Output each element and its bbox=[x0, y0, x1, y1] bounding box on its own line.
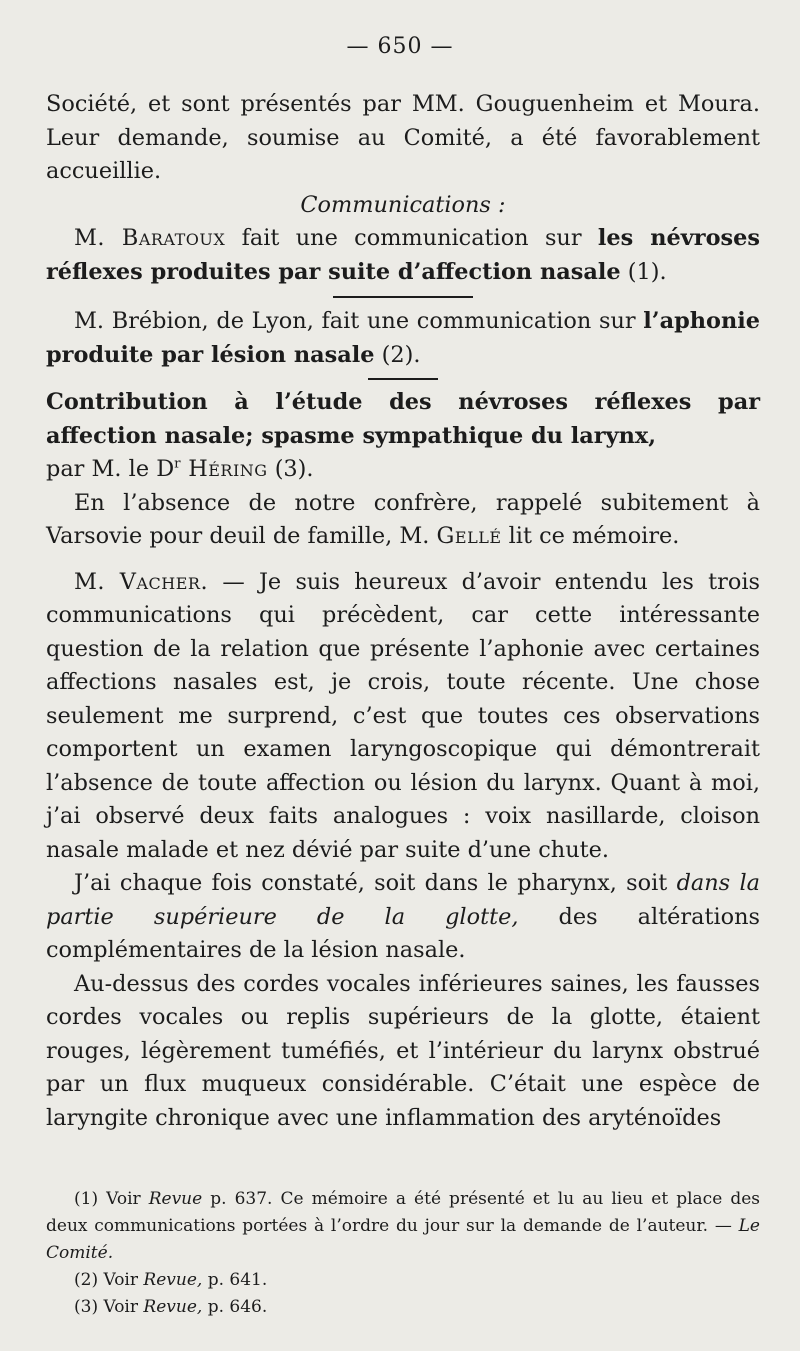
separator-rule bbox=[368, 378, 438, 380]
reader-name: Gellé bbox=[436, 523, 502, 549]
footnote-ref: (1). bbox=[620, 258, 667, 285]
paragraph-text: des altérations complémentaires de la lésion nasale. bbox=[46, 903, 761, 963]
footnote-marker: (1) Voir bbox=[74, 1189, 149, 1209]
footnote-text: p. 641. bbox=[202, 1270, 268, 1290]
byline-superscript: r bbox=[174, 456, 181, 472]
paragraph-text: fait une communication sur bbox=[225, 225, 598, 251]
footnote-2 bbox=[46, 1267, 760, 1294]
body-text bbox=[46, 88, 760, 1135]
paragraph-baratoux bbox=[46, 222, 760, 289]
paragraph-cordes: Au-dessus des cordes vocales inférieures saines, les fausses cordes vocales ou replis supérieurs de la glotte, étaient rouges, légèrement tuméfiés, et l’intérieur du larynx obstrué par un flux muqueux considérable. C’était une espèce de laryngite chronique avec une inflammation des aryténoïdes bbox=[46, 970, 760, 1131]
communication-title: l’aphonie produite par lésion nasale bbox=[46, 308, 760, 368]
byline-prefix: par M. le D bbox=[46, 456, 175, 482]
footnote-signature: Le Comité. bbox=[46, 1216, 760, 1263]
footnotes bbox=[46, 1186, 760, 1321]
paragraph-brebion bbox=[46, 305, 760, 372]
footnote-3 bbox=[46, 1294, 760, 1321]
paragraph-constate bbox=[46, 867, 760, 968]
paragraph-text: M. Brébion, de Lyon, fait une communication sur bbox=[74, 308, 644, 334]
spacer bbox=[46, 554, 760, 566]
footnote-ref: (3). bbox=[267, 456, 314, 482]
footnote-journal: Revue, bbox=[143, 1297, 203, 1317]
separator-rule bbox=[333, 296, 473, 298]
article-byline bbox=[46, 453, 760, 487]
footnote-text: p. 646. bbox=[202, 1297, 268, 1317]
paragraph-text: — Je suis heureux d’avoir entendu les trois communications qui précèdent, car cette intéressante question de la relation que présente l’aphonie avec certaines affections nasales est, je crois, toute récente. Une chose seulement me surprend, c’est que toutes ces observations comportent un examen laryngoscopique qui démontrerait l’absence de toute affection ou lésion du larynx. Quant à moi, j’ai observé deux faits analogues : voix nasillarde, cloison nasale malade et nez dévié par suite d’une chute. bbox=[46, 568, 760, 863]
article-heading: Contribution à l’étude des névroses réflexes par affection nasale; spasme sympathique du larynx, bbox=[46, 389, 760, 449]
footnote-journal: Revue bbox=[148, 1189, 203, 1209]
paragraph-society: Société, et sont présentés par MM. Gouguenheim et Moura. Leur demande, soumise au Comité, a été favorablement accueillie. bbox=[46, 91, 760, 184]
footnote-marker: (3) Voir bbox=[74, 1297, 144, 1317]
footnote-1 bbox=[46, 1186, 760, 1267]
section-title-communications: Communications : bbox=[300, 191, 506, 218]
paragraph-text: lit ce mémoire. bbox=[501, 523, 680, 549]
paragraph-text: J’ai chaque fois constaté, soit dans le pharynx, soit bbox=[74, 870, 677, 896]
emphasis-text: dans la partie supérieure de la glotte, bbox=[46, 870, 760, 930]
footnote-text: p. 637. Ce mémoire a été présenté et lu au lieu et place des deux communications portées à l’ordre du jour sur la demande de l’auteur. — bbox=[46, 1189, 760, 1236]
footnote-journal: Revue, bbox=[143, 1270, 203, 1290]
communication-title: les névroses réflexes produites par suite d’affection nasale bbox=[46, 225, 760, 285]
speaker-name: M. Vacher. bbox=[74, 568, 209, 595]
paragraph-vacher bbox=[46, 566, 760, 868]
footnote-ref: (2). bbox=[374, 341, 421, 368]
paragraph-absence bbox=[46, 487, 760, 554]
paragraph-text: En l’absence de notre confrère, rappelé subitement à Varsovie pour deuil de famille, M. bbox=[46, 489, 760, 549]
footnote-marker: (2) Voir bbox=[74, 1270, 144, 1290]
author-name: Héring bbox=[180, 456, 268, 482]
speaker-name: M. Baratoux bbox=[74, 225, 226, 251]
page-number: — 650 — bbox=[346, 34, 454, 59]
